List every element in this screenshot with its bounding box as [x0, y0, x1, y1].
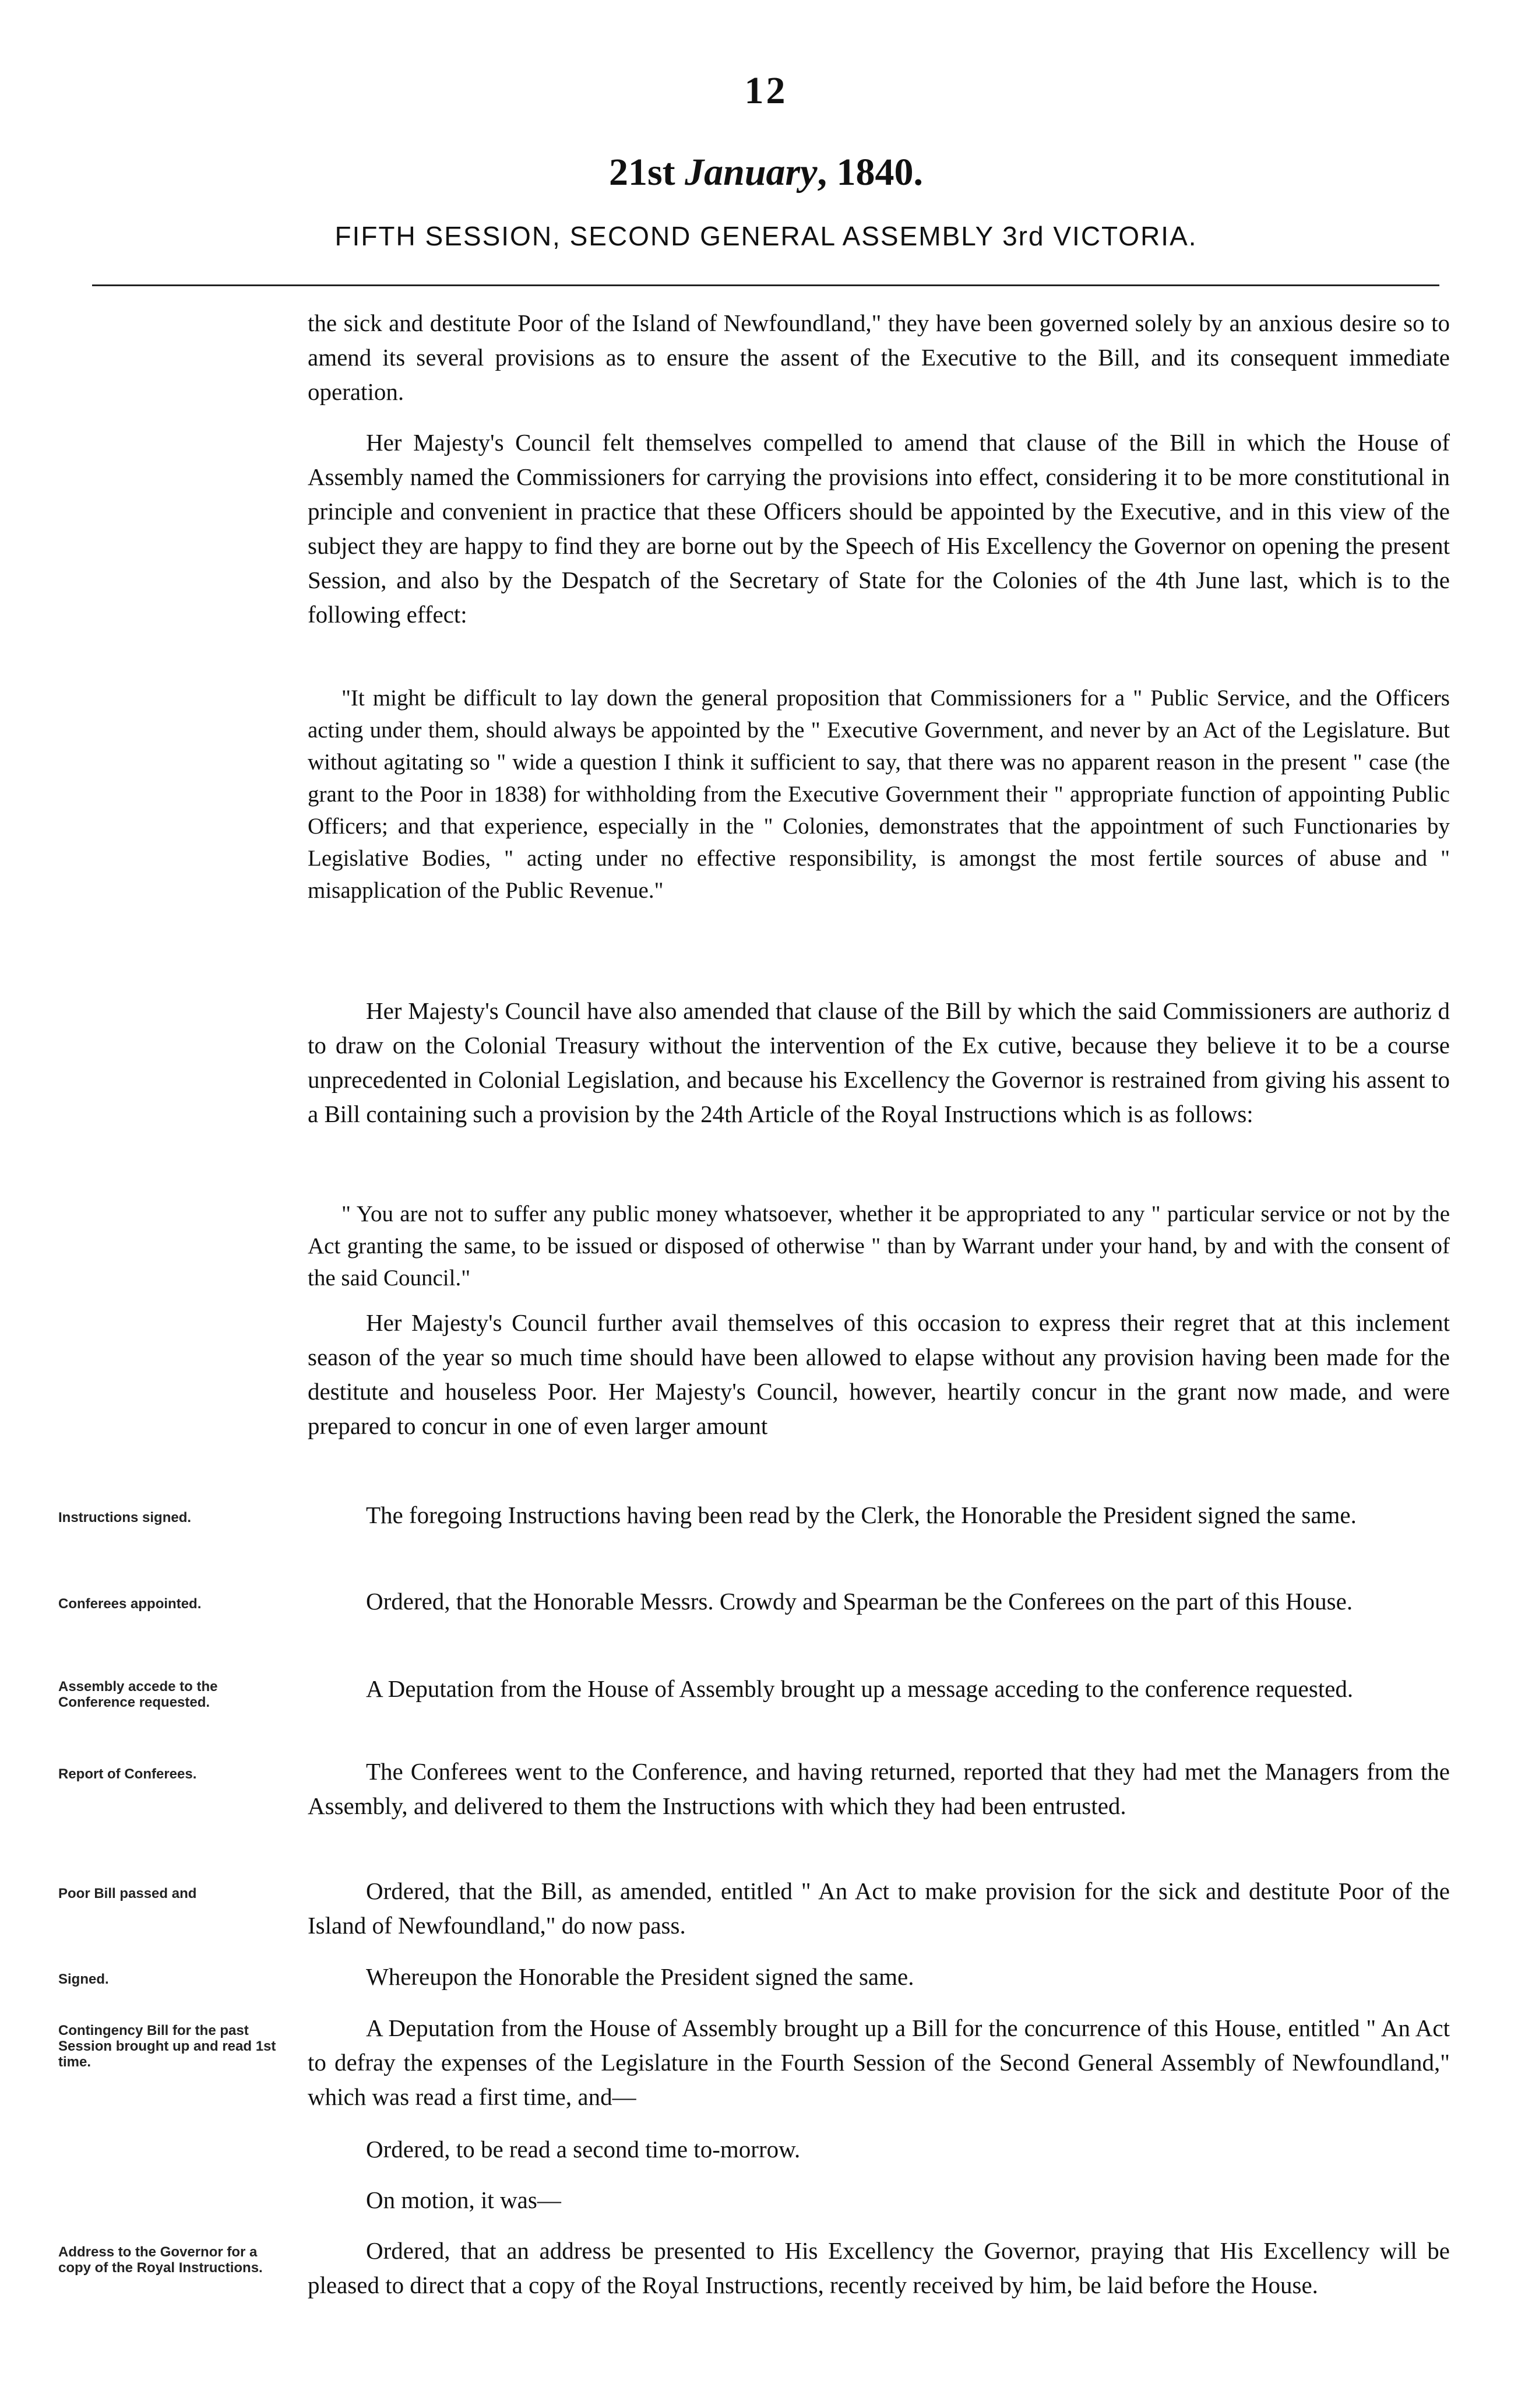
margin-note-assembly-accede: Assembly accede to the Conference requested. [58, 1679, 218, 1710]
paragraph-regret: Her Majesty's Council further avail themselves of this occasion to express their regret that at this inclement season of the year so much time should have been allowed to elapse without any provision having been made for the destitute and houseless Poor. Her Majesty's Council, however, heartily concur in the grant now made, and were prepared to concur in one of even larger amount [308, 1309, 1450, 1439]
paragraph-instructions-signed: The foregoing Instructions having been read by the Clerk, the Honorable the President signed the same. [366, 1502, 1357, 1528]
date-prefix: 21st [608, 151, 685, 194]
paragraph-continuation: the sick and destitute Poor of the Island of Newfoundland," they have been governed solely by an anxious desire so to amend its several provisions as to ensure the assent of the Executive to the Bill, and its consequent immediate operation. [308, 310, 1450, 405]
paragraph-second-reading: Ordered, to be read a second time to-morrow. [366, 2136, 801, 2163]
margin-note-contingency-bill: Contingency Bill for the past Session brought up and read 1st time. [58, 2023, 276, 2070]
paragraph-conferees-report: The Conferees went to the Conference, and having returned, reported that they had met the Managers from the Assembly, and delivered to them the Instructions with which they had been entrusted. [308, 1758, 1450, 1819]
paragraph-address-governor: Ordered, that an address be presented to His Excellency the Governor, praying that His Excellency will be pleased to direct that a copy of the Royal Instructions, recently received by him, be laid before the House. [308, 2237, 1450, 2298]
paragraph-deputation-message: A Deputation from the House of Assembly brought up a message acceding to the conference requested. [366, 1675, 1354, 1702]
date-heading [0, 150, 1532, 195]
date-month: January [685, 151, 818, 194]
margin-note-signed: Signed. [58, 1971, 109, 1987]
paragraph-contingency-bill: A Deputation from the House of Assembly brought up a Bill for the concurrence of this House, entitled " An Act to defray the expenses of the Legislature in the Fourth Session of the Second General Assembly of Newfoundland," which was read a first time, and— [308, 2015, 1450, 2110]
margin-note-poor-bill: Poor Bill passed and [58, 1886, 197, 1901]
paragraph-conferees-appointed: Ordered, that the Honorable Messrs. Crowdy and Spearman be the Conferees on the part of this House. [366, 1588, 1353, 1615]
margin-note-address-governor: Address to the Governor for a copy of the Royal Instructions. [58, 2244, 263, 2276]
date-suffix: , 1840. [817, 151, 924, 194]
margin-note-report-conferees: Report of Conferees. [58, 1766, 197, 1782]
margin-note-conferees-appointed: Conferees appointed. [58, 1596, 202, 1612]
paragraph-poor-bill-passed: Ordered, that the Bill, as amended, entitled " An Act to make provision for the sick and destitute Poor of the Island of Newfoundland," do now pass. [308, 1878, 1450, 1939]
header-rule [92, 284, 1439, 286]
paragraph-president-signed: Whereupon the Honorable the President signed the same. [366, 1963, 914, 1990]
quote-royal-instruction: " You are not to suffer any public money whatsoever, whether it be appropriated to any " particular service or not by the Act granting the same, to be issued or disposed of otherwise " than by Warrant under your hand, by and with the consent of the said Council." [308, 1201, 1450, 1291]
paragraph-on-motion: On motion, it was— [366, 2186, 561, 2213]
page-number: 12 [744, 69, 788, 112]
margin-note-instructions-signed: Instructions signed. [58, 1510, 192, 1525]
paragraph-treasury-clause: Her Majesty's Council have also amended that clause of the Bill by which the said Commissioners are authoriz d to draw on the Colonial Treasury without the intervention of the Ex cutive, because they believe it to be a course unprecedented in Colonial Legislation, and because his Excellency the Governor is restrained from giving his assent to a Bill containing such a provision by the 24th Article of the Royal Instructions which is as follows: [308, 997, 1450, 1127]
paragraph-council-amendment: Her Majesty's Council felt themselves compelled to amend that clause of the Bill in which the House of Assembly named the Commissioners for carrying the provisions into effect, considering it to be more constitutional in principle and convenient in practice that these Officers should be appointed by the Executive, and in this view of the subject they are happy to find they are borne out by the Speech of His Excellency the Governor on opening the present Session, and also by the Despatch of the Secretary of State for the Colonies of the 4th June last, which is to the following effect: [308, 429, 1450, 628]
session-heading: FIFTH SESSION, SECOND GENERAL ASSEMBLY 3rd VICTORIA. [334, 221, 1198, 251]
quote-despatch: "It might be difficult to lay down the general proposition that Commissioners for a " Public Service, and the Officers acting under them, should always be appointed by the " Executive Government, and never by an Act of the Legislature. But without agitating so " wide a question I think it sufficient to say, that there was no apparent reason in the present " case (the grant to the Poor in 1838) for withholding from the Executive Government their " appropriate function of appointing Public Officers; and that experience, especially in the " Colonies, demonstrates that the appointment of such Functionaries by Legislative Bodies, " acting under no effective responsibility, is amongst the most fertile sources of abuse and " misapplication of the Public Revenue." [308, 686, 1450, 903]
